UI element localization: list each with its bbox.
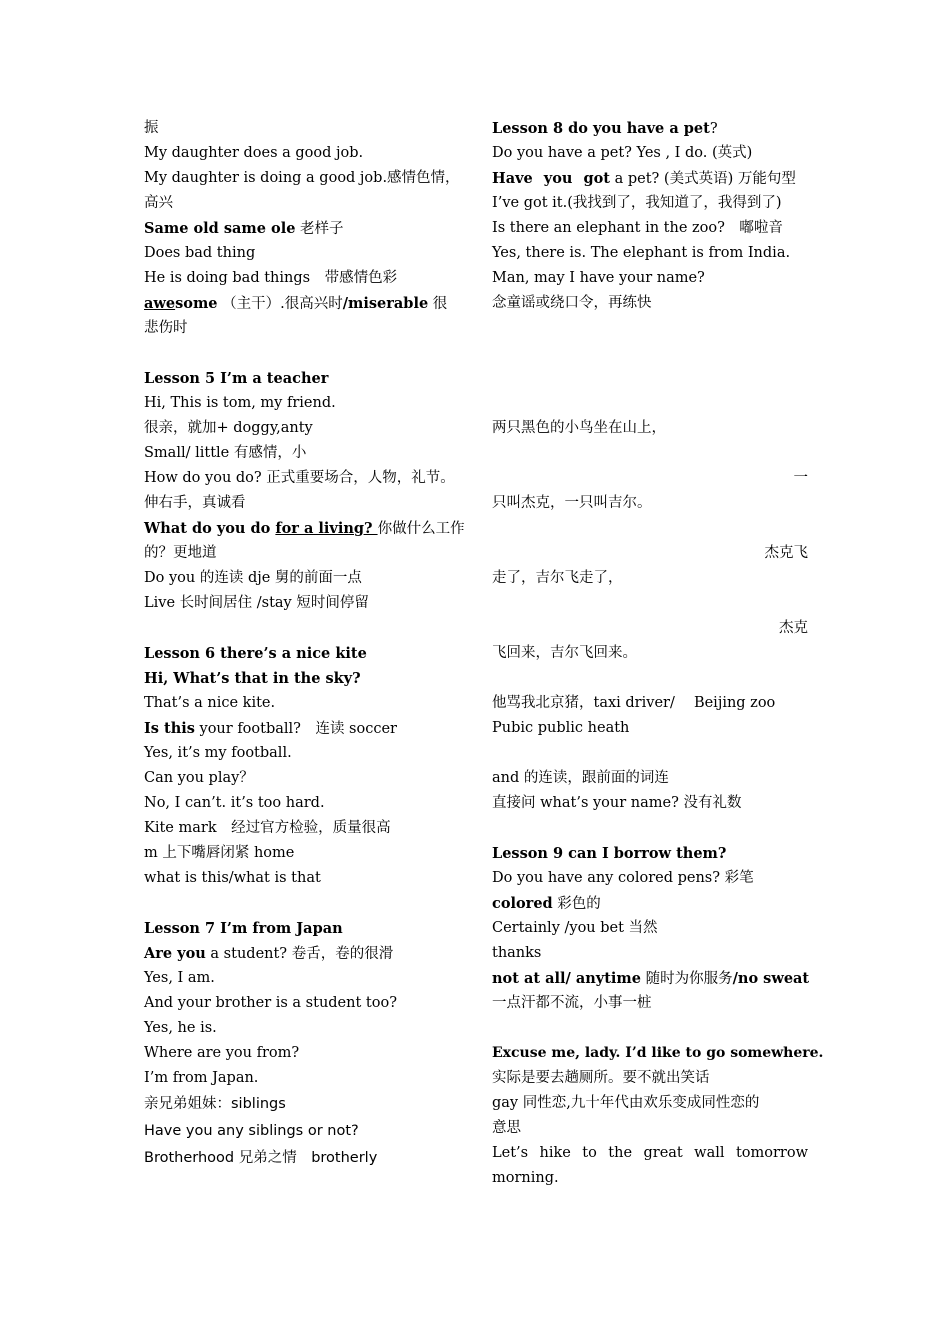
- text-line: what is this/what is that: [144, 870, 321, 886]
- text-line: 伸右手，真诚看: [144, 495, 246, 511]
- text-line: Kite mark 经过官方检验，质量很高: [144, 820, 391, 836]
- blank-line: [492, 741, 808, 766]
- blank-line: [492, 316, 808, 341]
- text-line: Brotherhood 兄弟之情 brotherly: [144, 1150, 378, 1166]
- text-line: Let’s hike to the great wall tomorrow: [492, 1145, 808, 1161]
- text-line: Yes, I am.: [144, 970, 215, 986]
- text-span: 你做什么工作: [377, 521, 465, 537]
- text-line: [144, 216, 466, 241]
- bold-phrase: What do you do: [144, 520, 276, 537]
- text-line: Can you play？: [144, 770, 254, 786]
- bold-phrase: not at all/ anytime: [492, 970, 641, 987]
- text-line: 走了，吉尔飞走了，: [492, 570, 623, 586]
- text-line: Man, may I have your name?: [492, 270, 705, 286]
- text-span: 随时为你服务: [641, 971, 733, 987]
- text-span: your football? 连读 soccer: [194, 721, 397, 737]
- blank-line: [492, 391, 808, 416]
- text-line: gay 同性恋,九十年代由欢乐变成同性恋的: [492, 1095, 760, 1111]
- text-span: 很: [428, 296, 448, 312]
- text-line: 很亲，就加+ doggy,anty: [144, 420, 313, 436]
- blank-line: [492, 366, 808, 391]
- text-span: （主干）.很高兴时: [217, 296, 343, 312]
- text-line: No, I can’t. it’s too hard.: [144, 795, 325, 811]
- text-line: m 上下嘴唇闭紧 home: [144, 845, 295, 861]
- text-line: morning.: [492, 1170, 559, 1186]
- text-line: 一点汗都不流，小事一桩: [492, 995, 652, 1011]
- text-span: a student? 卷舌，卷的很滑: [205, 946, 394, 962]
- bold-phrase: Is this: [144, 720, 195, 737]
- text-line: [492, 166, 808, 191]
- bold-phrase: /no sweat: [732, 970, 810, 987]
- text-line: That’s a nice kite.: [144, 695, 276, 711]
- text-line: [144, 941, 466, 966]
- text-line: Do you have any colored pens? 彩笔: [492, 870, 754, 886]
- text-line: 意思: [492, 1120, 521, 1136]
- text-line: Do you 的连读 dje 舅的前面一点: [144, 570, 362, 586]
- blank-line: [492, 666, 808, 691]
- text-line: And your brother is a student too?: [144, 995, 397, 1011]
- text-line: Yes, he is.: [144, 1020, 217, 1036]
- blank-line: [144, 891, 466, 916]
- blank-line: [492, 441, 808, 466]
- blank-line: [492, 516, 808, 541]
- text-line: Is there an elephant in the zoo? 嘟啦音: [492, 220, 783, 236]
- bold-phrase: /miserable: [342, 295, 429, 312]
- bold-phrase: Are you: [144, 945, 206, 962]
- text-line: thanks: [492, 945, 542, 961]
- text-line: [144, 291, 466, 316]
- text-line: Have you any siblings or not?: [144, 1123, 359, 1139]
- text-line: 直接问 what’s your name? 没有礼数: [492, 795, 742, 811]
- blank-line: [492, 341, 808, 366]
- bold-underlined-phrase: for a living?: [275, 520, 378, 537]
- blank-line: [492, 1016, 808, 1041]
- text-line: I’ve got it.(我找到了，我知道了，我得到了): [492, 195, 782, 211]
- text-line: Small/ little 有感情，小: [144, 445, 307, 461]
- text-line: He is doing bad things 带感情色彩: [144, 270, 398, 286]
- text-line: 实际是要去趟厕所。要不就出笑话: [492, 1070, 710, 1086]
- text-line: Hi, This is tom, my friend.: [144, 395, 336, 411]
- text-line: 他骂我北京猪，taxi driver/ Beijing zoo: [492, 695, 776, 711]
- text-span: ?: [709, 121, 718, 137]
- text-line: Live 长时间居住 /stay 短时间停留: [144, 595, 369, 611]
- lesson-heading: Lesson 5 I’m a teacher: [144, 370, 329, 387]
- text-line: 杰克飞: [764, 545, 808, 561]
- text-span: 彩色的: [552, 896, 601, 912]
- text-line: Certainly /you bet 当然: [492, 920, 658, 936]
- text-line: and 的连读，跟前面的词连: [492, 770, 669, 786]
- text-line: [492, 116, 808, 141]
- bold-phrase: some: [175, 295, 218, 312]
- text-line: My daughter is doing a good job.感情色情，: [144, 170, 460, 186]
- bold-underlined-phrase: awe: [144, 295, 176, 312]
- text-line: [492, 891, 808, 916]
- text-line: [144, 516, 466, 541]
- text-line: [492, 966, 808, 991]
- blank-line: [492, 591, 808, 616]
- blank-line: [144, 341, 466, 366]
- text-line: Yes, there is. The elephant is from India.: [492, 245, 791, 261]
- text-line: Does bad thing: [144, 245, 256, 261]
- lesson-heading: Lesson 8 do you have a pet: [492, 120, 710, 137]
- text-line: My daughter does a good job.: [144, 145, 364, 161]
- bold-phrase: Same old same ole: [144, 220, 296, 237]
- text-line: Where are you from?: [144, 1045, 300, 1061]
- text-line: I’m from Japan.: [144, 1070, 259, 1086]
- text-line: 两只黑色的小鸟坐在山上，: [492, 420, 666, 436]
- text-line: How do you do? 正式重要场合，人物，礼节。: [144, 470, 455, 486]
- blank-line: [144, 616, 466, 641]
- lesson-heading: Lesson 7 I’m from Japan: [144, 920, 343, 937]
- text-span: a pet? (美式英语) 万能句型: [610, 171, 796, 187]
- text-line: 飞回来，吉尔飞回来。: [492, 645, 637, 661]
- blank-line: [492, 816, 808, 841]
- lesson-heading: Lesson 9 can I borrow them?: [492, 845, 727, 862]
- text-line: Pubic public heath: [492, 720, 630, 736]
- text-line: 的？更地道: [144, 545, 217, 561]
- text-line: 高兴: [144, 195, 173, 211]
- text-line: Do you have a pet? Yes , I do. (英式): [492, 145, 753, 161]
- bold-phrase: Have you got: [492, 170, 610, 187]
- text-span: 老样子: [295, 221, 344, 237]
- text-line: Hi, What’s that in the sky?: [144, 670, 361, 687]
- text-line: 振: [144, 120, 159, 136]
- text-line: Yes, it’s my football.: [144, 745, 292, 761]
- text-line: 悲伤时: [144, 320, 188, 336]
- text-line: 念童谣或绕口令，再练快: [492, 295, 652, 311]
- text-line: Excuse me, lady. I’d like to go somewhere.: [492, 1045, 824, 1061]
- lesson-heading: Lesson 6 there’s a nice kite: [144, 645, 367, 662]
- right-column: [492, 116, 824, 1191]
- text-line: [144, 716, 466, 741]
- left-column: [144, 116, 466, 1172]
- bold-phrase: colored: [492, 895, 553, 912]
- text-line: 只叫杰克，一只叫吉尔。: [492, 495, 652, 511]
- text-line: 亲兄弟姐妹：siblings: [144, 1096, 286, 1112]
- text-line: 杰克: [779, 620, 808, 636]
- text-line: 一: [793, 470, 808, 486]
